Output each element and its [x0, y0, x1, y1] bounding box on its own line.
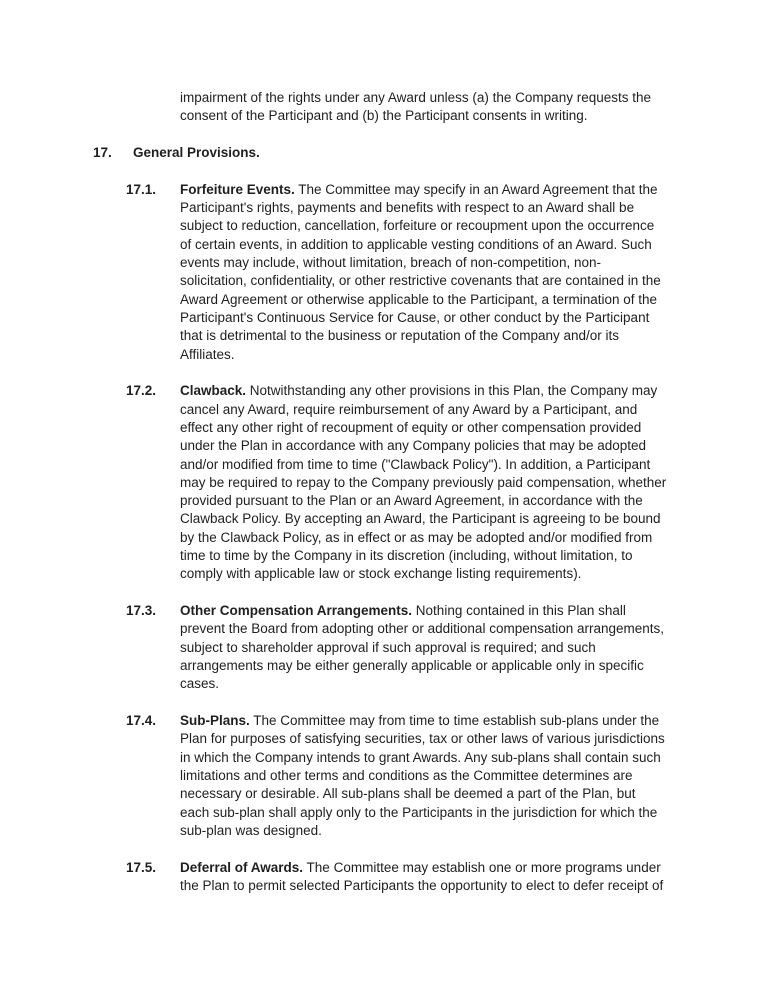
subsection-label: Other Compensation Arrangements. [180, 603, 413, 619]
subsection-text: The Committee may establish one or more programs under the Plan to permit selected Participants the opportunity to elect to defer receipt of [180, 859, 664, 893]
subsection-label: Forfeiture Events. [180, 181, 295, 197]
subsection-text: Notwithstanding any other provisions in this Plan, the Company may cancel any Award, require reimbursement of any Award by a Participant, and effect any other right of recoupment of equity or other compensation provided under the Plan in accordance with any Company policies that may be adopted and/or modified from time to time ("Clawback Policy"). In addition, a Participant may be required to repay to the Company previously paid compensation, whether provided pursuant to the Plan or an Award Agreement, in accordance with the Clawback Policy. By accepting an Award, the Participant is agreeing to be bound by the Clawback Policy, as in effect or as may be adopted and/or modified from time to time by the Company in its discretion (including, without limitation, to comply with applicable law or stock exchange listing requirements). [180, 383, 667, 582]
subsection-number: 17.3. [126, 603, 157, 619]
subsection-text: Nothing contained in this Plan shall prevent the Board from adopting other or additional compensation arrangements, subject to shareholder approval if such approval is required; and such arrangements may be either generally applicable or applicable only in specific cases. [180, 603, 665, 692]
subsection-body [180, 712, 667, 840]
subsection-17-3 [126, 602, 667, 693]
subsection-text: The Committee may specify in an Award Agreement that the Participant's rights, payments and benefits with respect to an Award shall be subject to reduction, cancellation, forfeiture or recoupment upon the occurrence of certain events, in addition to applicable vesting conditions of an Award. Such events may include, without limitation, breach of non-competition, non-solicitation, confidentiality, or other restrictive covenants that are contained in the Award Agreement or otherwise applicable to the Participant, a termination of the Participant's Continuous Service for Cause, or other conduct by the Participant that is detrimental to the business or reputation of the Company and/or its Affiliates. [180, 181, 661, 362]
subsection-body [180, 859, 667, 896]
subsection-17-1 [126, 181, 667, 364]
section-title: General Provisions. [133, 145, 260, 161]
subsection-number: 17.2. [126, 383, 157, 399]
section-heading [93, 144, 667, 162]
subsection-label: Sub-Plans. [180, 713, 250, 729]
subsection-number: 17.5. [126, 859, 157, 875]
subsection-label: Deferral of Awards. [180, 859, 304, 875]
subsection-body [180, 602, 667, 693]
subsection-17-5 [126, 859, 667, 896]
subsection-label: Clawback. [180, 383, 247, 399]
subsection-body [180, 382, 667, 583]
subsection-body [180, 181, 667, 364]
continuation-paragraph: impairment of the rights under any Award unless (a) the Company requests the consent of the Participant and (b) the Participant consents in writing. [180, 90, 651, 124]
subsection-number: 17.1. [126, 181, 157, 197]
subsection-number: 17.4. [126, 713, 157, 729]
subsection-17-4 [126, 712, 667, 840]
subsection-17-2 [126, 382, 667, 583]
section-number: 17. [93, 145, 112, 161]
subsection-text: The Committee may from time to time establish sub-plans under the Plan for purposes of satisfying securities, tax or other laws of various jurisdictions in which the Company intends to grant Awards. Any sub-plans shall contain such limitations and other terms and conditions as the Committee determines are necessary or desirable. All sub-plans shall be deemed a part of the Plan, but each sub-plan shall apply only to the Participants in the jurisdiction for which the sub-plan was designed. [180, 713, 665, 838]
